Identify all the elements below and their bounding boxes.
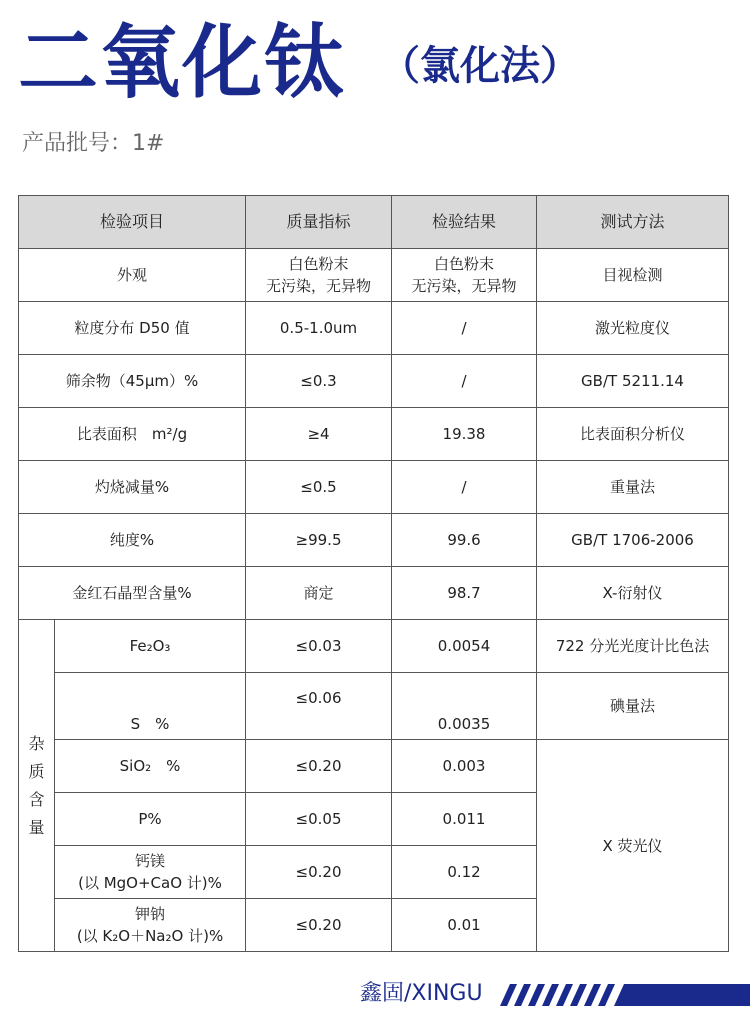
row-method: 激光粒度仪 [537,302,729,355]
row-item: 比表面积 m²/g [19,408,246,461]
impurity-label-text: 杂质含量 [28,733,45,837]
row-result: 0.003 [392,740,537,793]
row-item: 粒度分布 D50 值 [19,302,246,355]
batch-number: 产品批号：1# [22,131,165,156]
table-row [19,249,729,302]
row-result: / [392,355,537,408]
row-spec: ≤0.03 [246,620,392,673]
row-result: 0.0054 [392,620,537,673]
table-header-row [19,196,729,249]
result-line: 无污染，无异物 [411,277,517,295]
item-line: 钙镁 [135,852,166,870]
row-item: 筛余物（45μm）% [19,355,246,408]
row-result: 98.7 [392,567,537,620]
row-spec: ≤0.5 [246,461,392,514]
row-item: SiO₂ % [55,740,246,793]
row-result: / [392,461,537,514]
row-item: P% [55,793,246,846]
row-spec: ≤0.20 [246,740,392,793]
row-item: 纯度% [19,514,246,567]
table-row [19,355,729,408]
row-item: 金红石晶型含量% [19,567,246,620]
process-subtitle: （氯化法） [380,43,580,89]
row-method: 比表面积分析仪 [537,408,729,461]
row-result: 19.38 [392,408,537,461]
row-item: Fe₂O₃ [55,620,246,673]
table-row [19,408,729,461]
row-spec: ≤0.3 [246,355,392,408]
row-spec: ≤0.06 [246,673,392,740]
table-row [19,740,729,793]
row-method: 目视检测 [537,249,729,302]
row-result [392,249,537,302]
brand-logo-text: 鑫固/XINGU [360,981,483,1006]
row-result: / [392,302,537,355]
row-spec: ≤0.20 [246,899,392,952]
spec-table [18,195,729,952]
table-row [19,673,729,740]
row-result: 0.01 [392,899,537,952]
row-item: 外观 [19,249,246,302]
row-result: 0.011 [392,793,537,846]
impurity-group-label [19,620,55,952]
row-method: 碘量法 [537,673,729,740]
item-line: 钾钠 [135,905,166,923]
table-row [19,514,729,567]
stripes-decoration-icon [500,984,750,1006]
row-item [55,846,246,899]
row-spec: 0.5-1.0um [246,302,392,355]
row-spec [246,249,392,302]
row-result: 0.12 [392,846,537,899]
row-spec: ≤0.05 [246,793,392,846]
row-spec: 商定 [246,567,392,620]
row-method: 722 分光光度计比色法 [537,620,729,673]
spec-line: 无污染，无异物 [266,277,372,295]
row-spec: ≥4 [246,408,392,461]
row-item: S % [55,673,246,740]
table-row [19,567,729,620]
row-spec: ≥99.5 [246,514,392,567]
table-row [19,461,729,514]
row-method: X-衍射仪 [537,567,729,620]
column-header-result: 检验结果 [392,196,537,249]
table-row [19,302,729,355]
row-item [55,899,246,952]
row-method: 重量法 [537,461,729,514]
spec-line: 白色粉末 [288,255,349,273]
product-title: 二氧化钛 [18,16,346,109]
item-line: (以 MgO+CaO 计)% [78,874,222,892]
xrf-method: X 荧光仪 [537,740,729,952]
row-result: 99.6 [392,514,537,567]
column-header-item: 检验项目 [19,196,246,249]
row-spec: ≤0.20 [246,846,392,899]
row-method: GB/T 1706-2006 [537,514,729,567]
item-line: (以 K₂O＋Na₂O 计)% [76,927,224,945]
column-header-method: 测试方法 [537,196,729,249]
table-row [19,620,729,673]
result-line: 白色粉末 [434,255,495,273]
row-result: 0.0035 [392,673,537,740]
row-method: GB/T 5211.14 [537,355,729,408]
row-item: 灼烧减量% [19,461,246,514]
column-header-spec: 质量指标 [246,196,392,249]
